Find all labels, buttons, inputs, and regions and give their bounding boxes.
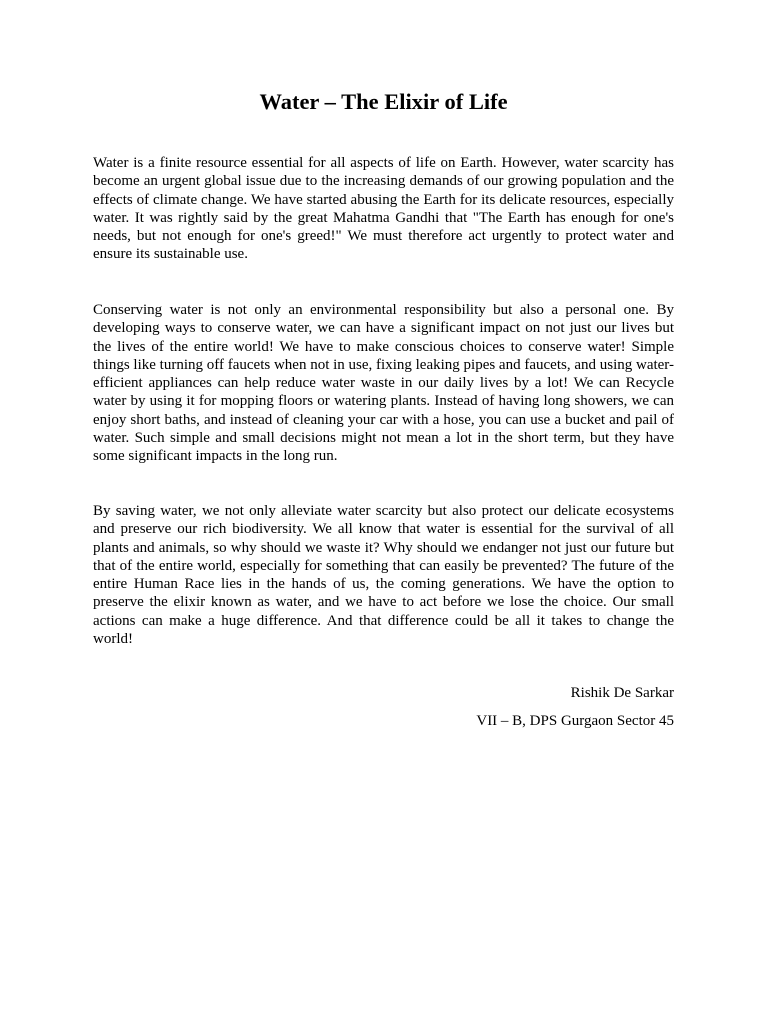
document-page — [93, 0, 674, 1024]
author-name: Rishik De Sarkar — [570, 685, 674, 701]
document-title: Water – The Elixir of Life — [259, 89, 508, 114]
paragraph-conclusion: By saving water, we not only alleviate water scarcity but also protect our delicate ecosystems and preserve our rich biodiversity. We all know that water is essential for the survival of all plants and animals, so why should we waste it? Why should we endanger not just our future but that of the entire world, especially for something that can easily be prevented? The future of the entire Human Race lies in the hands of us, the coming generations. We have the option to preserve the elixir known as water, and we have to act before we lose the choice. Our small actions can make a huge difference. And that difference could be all it takes to change the world! — [93, 503, 674, 648]
author-class-school: VII – B, DPS Gurgaon Sector 45 — [476, 713, 674, 729]
paragraph-intro: Water is a finite resource essential for all aspects of life on Earth. However, water scarcity has become an urgent global issue due to the increasing demands of our growing population and the effects of climate change. We have started abusing the Earth for its delicate resources, especially water. It was rightly said by the great Mahatma Gandhi that "The Earth has enough for one's needs, but not enough for one's greed!" We must therefore act urgently to protect water and ensure its sustainable use. — [93, 155, 674, 263]
paragraph-conservation: Conserving water is not only an environmental responsibility but also a personal one. By developing ways to conserve water, we can have a significant impact on not just our lives but the lives of the entire world! We have to make conscious choices to conserve water! Simple things like turning off faucets when not in use, fixing leaking pipes and faucets, and using water-efficient appliances can help reduce water waste in our daily lives by a lot! We can Recycle water by using it for mopping floors or watering plants. Instead of having long showers, we can enjoy short baths, and instead of cleaning your car with a hose, you can use a bucket and pail of water. Such simple and small decisions might not mean a lot in the short term, but they have some significant impacts in the long run. — [93, 302, 674, 465]
